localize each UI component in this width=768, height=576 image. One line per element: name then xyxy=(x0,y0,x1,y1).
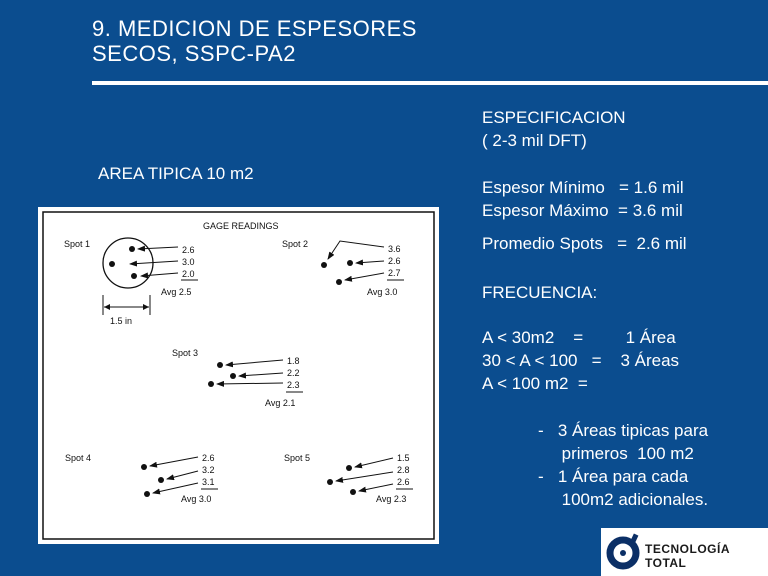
spot-5-point-2 xyxy=(327,479,333,485)
spot-3-point-1 xyxy=(217,362,223,368)
gage-title: GAGE READINGS xyxy=(203,221,279,231)
spot-1-reading-3: 2.0 xyxy=(182,269,195,279)
spot-4-arrow-2 xyxy=(167,471,198,479)
spot-1-avg: Avg 2.5 xyxy=(161,287,192,297)
freq-row-1: A < 30m2 = 1 Área xyxy=(482,328,676,347)
spot-1-arrow-3 xyxy=(141,273,178,276)
spot-3-reading-3: 2.3 xyxy=(287,380,300,390)
spec-dft: ( 2-3 mil DFT) xyxy=(482,131,587,150)
spot-2-avg: Avg 3.0 xyxy=(367,287,398,297)
area-label: AREA TIPICA 10 m2 xyxy=(98,164,254,183)
spec-heading: ESPECIFICACION xyxy=(482,108,626,127)
spot-3-arrow-2 xyxy=(239,373,283,376)
spot-4-reading-1: 2.6 xyxy=(202,453,215,463)
spot-5-arrow-2 xyxy=(336,472,393,481)
gage-diagram xyxy=(38,207,439,544)
gage-readings-figure xyxy=(38,207,439,544)
title-line-2: SECOS, SSPC-PA2 xyxy=(92,41,296,66)
spot-3-avg: Avg 2.1 xyxy=(265,398,296,408)
title-divider xyxy=(92,81,768,85)
spot-2-arrow-3 xyxy=(345,273,384,280)
spot-5-point-3 xyxy=(350,489,356,495)
spot-2-label: Spot 2 xyxy=(282,239,309,249)
freq-row-2: 30 < A < 100 = 3 Áreas xyxy=(482,351,680,370)
spot-2-point-1 xyxy=(321,262,327,268)
spot-4-reading-3: 3.1 xyxy=(202,477,215,487)
spot-1-reading-1: 2.6 xyxy=(182,245,195,255)
freq-bullet-1a: - 3 Áreas tipicas para xyxy=(538,421,709,440)
spot-1-point-3 xyxy=(131,273,137,279)
spec-min: Espesor Mínimo = 1.6 mil xyxy=(482,178,684,197)
spot-1-reading-2: 3.0 xyxy=(182,257,195,267)
spec-max: Espesor Máximo = 3.6 mil xyxy=(482,201,683,220)
spot-5-point-1 xyxy=(346,465,352,471)
spot-2-arrow-1 xyxy=(328,241,384,259)
spot-2-arrow-2 xyxy=(356,261,384,263)
spot-4-arrow-1 xyxy=(150,457,198,466)
spot-5-avg: Avg 2.3 xyxy=(376,494,407,504)
spot-2-reading-1: 3.6 xyxy=(388,244,401,254)
spot-5-arrow-1 xyxy=(355,458,393,467)
spot-4-label: Spot 4 xyxy=(65,453,92,463)
spec-avg: Promedio Spots = 2.6 mil xyxy=(482,234,687,253)
spot-4-point-2 xyxy=(158,477,164,483)
spot-2-reading-2: 2.6 xyxy=(388,256,401,266)
spot-1-point-2 xyxy=(109,261,115,267)
spot-4-avg: Avg 3.0 xyxy=(181,494,212,504)
spot-3-arrow-1 xyxy=(226,360,283,365)
spot-1-arrow-2 xyxy=(130,261,178,264)
spot-3-point-2 xyxy=(230,373,236,379)
freq-bullet-2b: 100m2 adicionales. xyxy=(538,490,709,509)
spot-3-label: Spot 3 xyxy=(172,348,199,358)
spot-4-reading-2: 3.2 xyxy=(202,465,215,475)
spot-5-reading-1: 1.5 xyxy=(397,453,410,463)
spot-2-point-2 xyxy=(347,260,353,266)
spot-3-reading-1: 1.8 xyxy=(287,356,300,366)
spot-3-point-3 xyxy=(208,381,214,387)
spot-2-point-3 xyxy=(336,279,342,285)
logo-text: TECNOLOGÍA TOTAL xyxy=(645,542,730,570)
spot-3-arrow-3 xyxy=(217,383,283,384)
company-logo xyxy=(601,528,768,576)
gage-frame xyxy=(43,212,434,539)
spot-1-arrow-1 xyxy=(138,247,178,249)
spot-4-point-1 xyxy=(141,464,147,470)
spot-3-reading-2: 2.2 xyxy=(287,368,300,378)
freq-bullet-1b: primeros 100 m2 xyxy=(538,444,694,463)
spot-2-reading-3: 2.7 xyxy=(388,268,401,278)
spot-1-point-1 xyxy=(129,246,135,252)
slide-title xyxy=(92,16,417,66)
spot-1-label: Spot 1 xyxy=(64,239,91,249)
spot-5-label: Spot 5 xyxy=(284,453,311,463)
spot-4-arrow-3 xyxy=(153,483,198,493)
spot-5-reading-3: 2.6 xyxy=(397,477,410,487)
logo-mark-icon xyxy=(605,530,645,574)
scale-label: 1.5 in xyxy=(110,316,133,326)
freq-row-3: A < 100 m2 = xyxy=(482,374,588,393)
title-line-1: 9. MEDICION DE ESPESORES xyxy=(92,16,417,41)
spot-4-point-3 xyxy=(144,491,150,497)
freq-heading: FRECUENCIA: xyxy=(482,283,598,302)
spot-5-reading-2: 2.8 xyxy=(397,465,410,475)
freq-bullet-2a: - 1 Área para cada xyxy=(538,467,689,486)
spot-5-arrow-3 xyxy=(359,484,393,491)
